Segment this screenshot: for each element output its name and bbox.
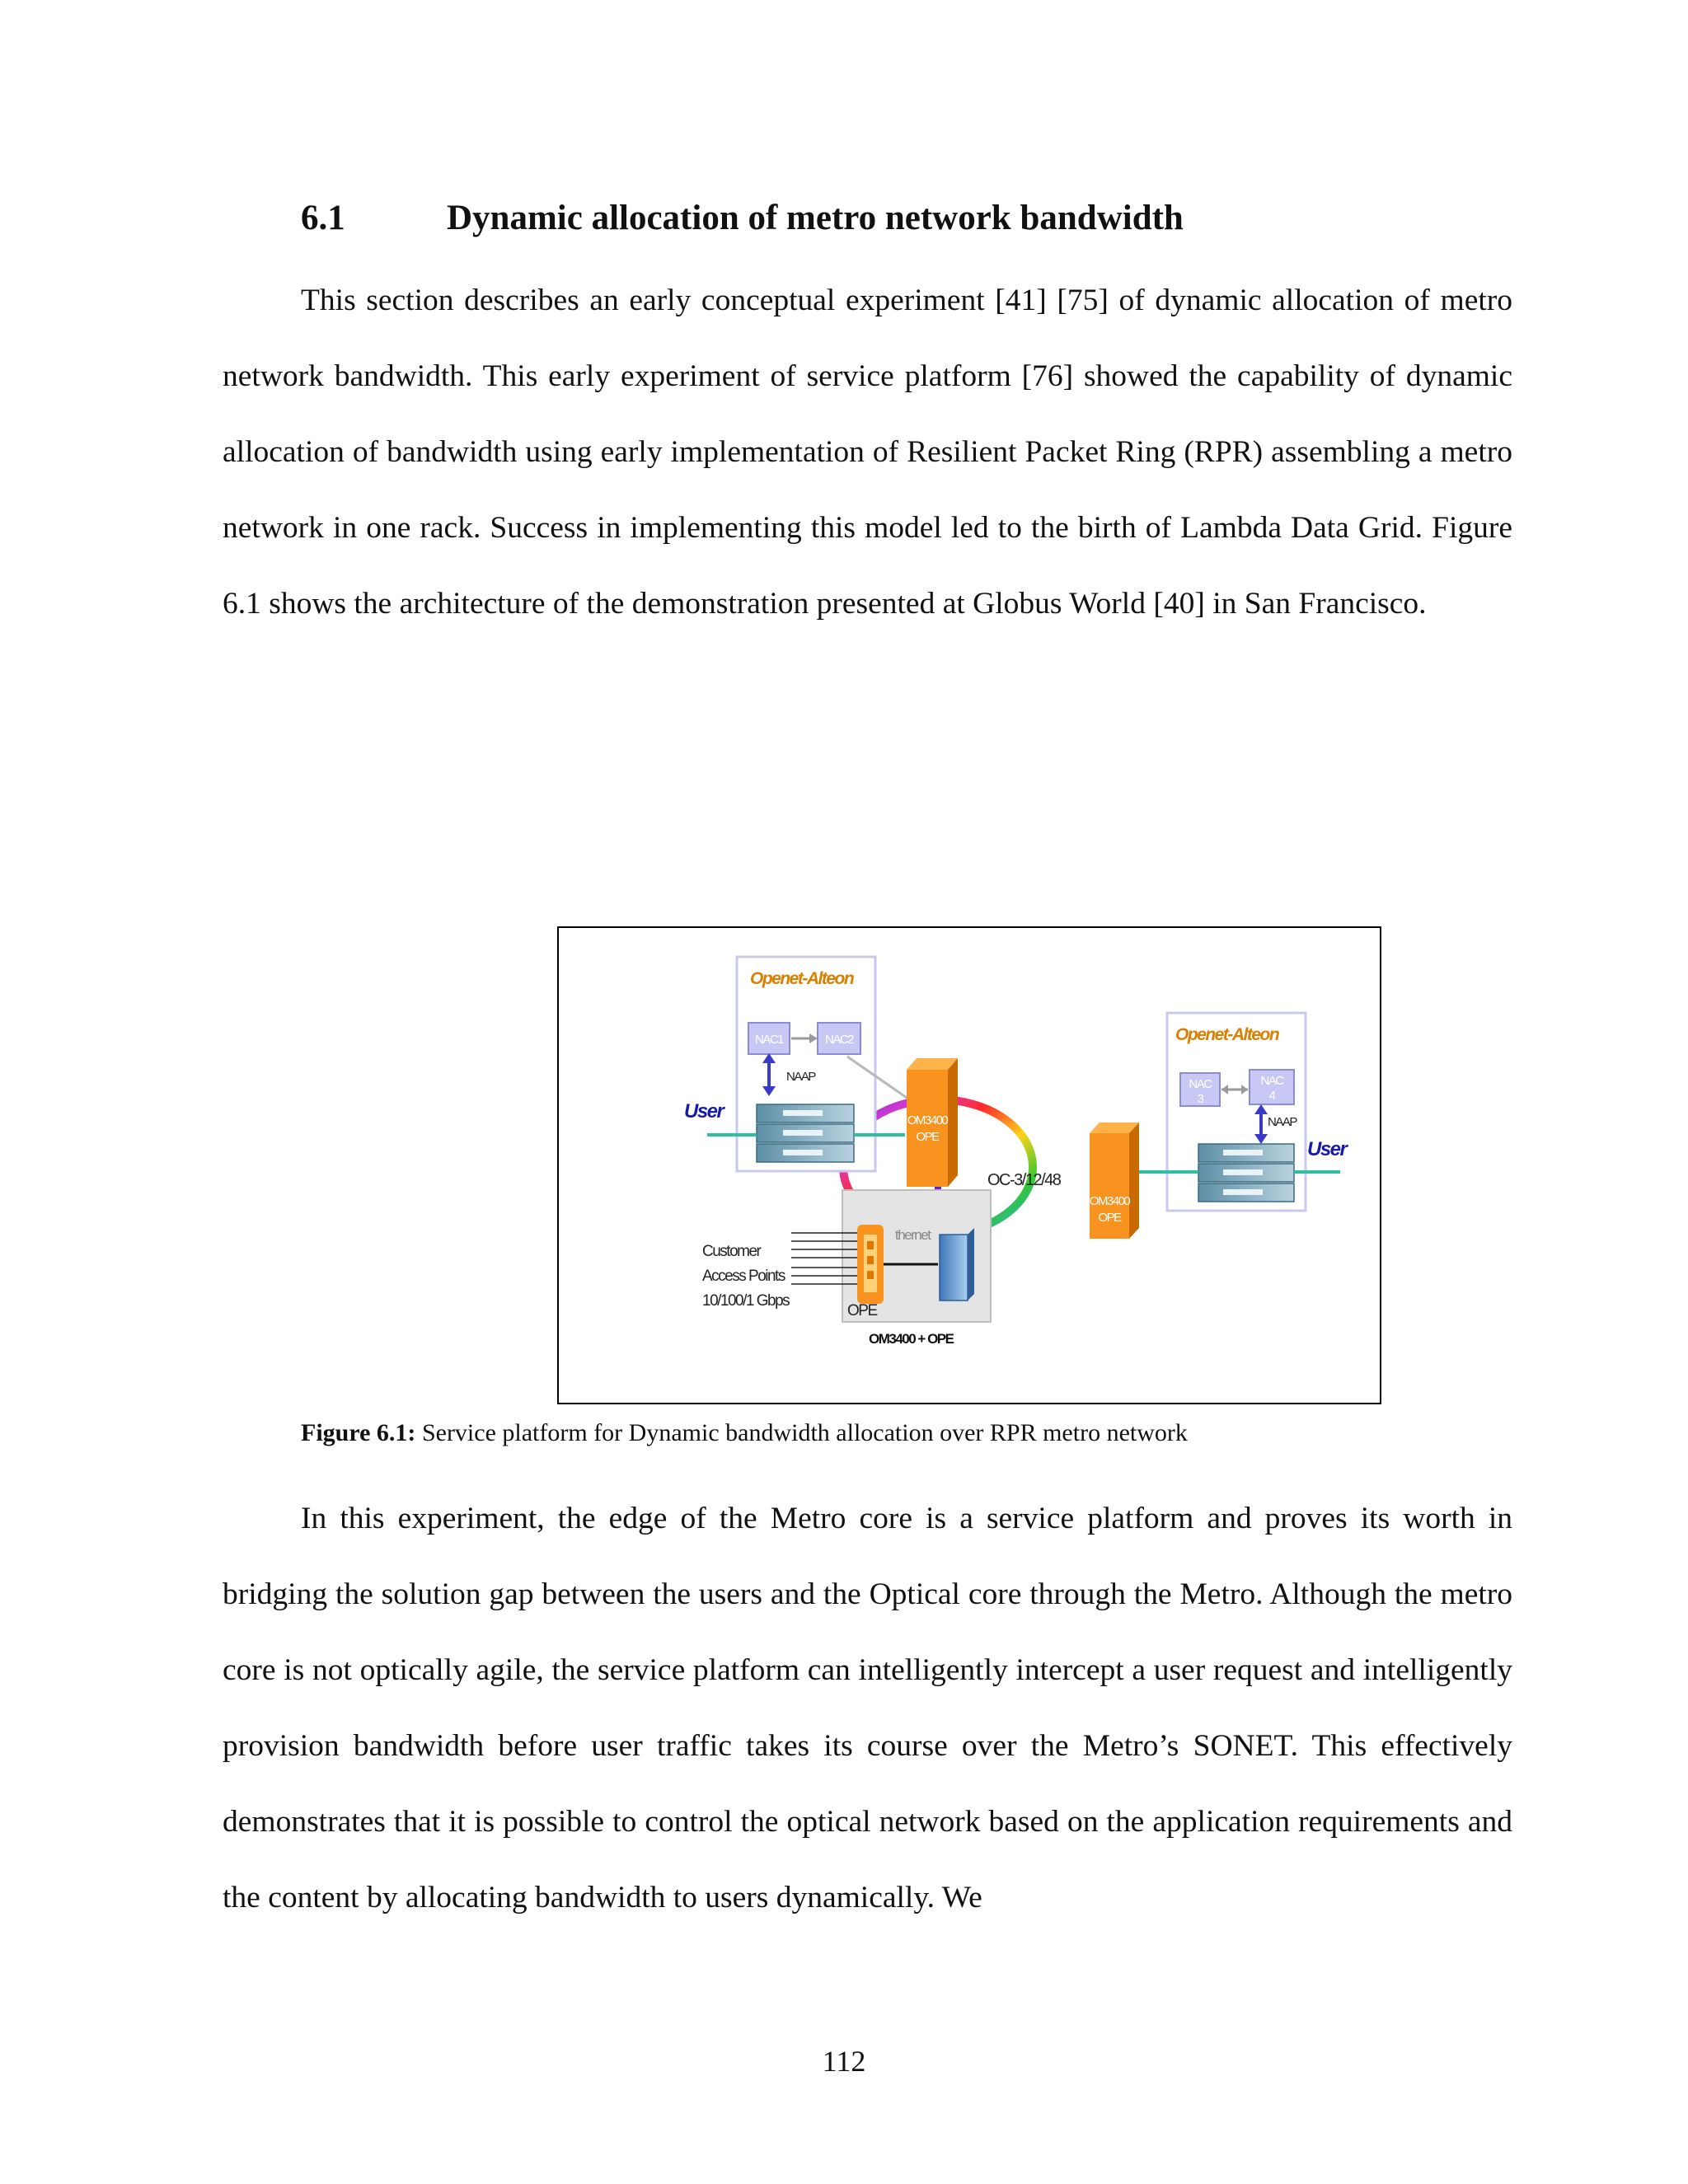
section-number: 6.1 (301, 199, 345, 237)
ope-bottom-label: OPE (847, 1302, 877, 1319)
ope-device (857, 1225, 884, 1304)
left-ope-line1: OM3400 (907, 1113, 948, 1127)
figure-6-1 (557, 926, 1381, 1404)
naap-right-label: NAAP (1268, 1115, 1296, 1129)
bottom-caption: OM3400 + OPE (869, 1331, 954, 1347)
section-title: Dynamic allocation of metro network bandwidth (447, 199, 1184, 237)
left-ope-cube (907, 1058, 958, 1187)
figure-caption (301, 1419, 1188, 1447)
right-group-title: Openet-Alteon (1175, 1025, 1279, 1044)
left-group-title: Openet-Alteon (750, 969, 854, 988)
figure-caption-text: Service platform for Dynamic bandwidth allocation over RPR metro network (421, 1419, 1188, 1446)
dwdm-device (940, 1228, 974, 1301)
paragraph-intro (223, 263, 1512, 642)
page-number: 112 (822, 2045, 866, 2078)
right-ope-line1: OM3400 (1089, 1194, 1130, 1208)
nac3-line1: NAC (1189, 1077, 1212, 1091)
figure-caption-label: Figure 6.1: (301, 1419, 416, 1446)
paragraph-intro-text: This section describes an early conceptual experiment [41] [75] of dynamic allocation of metro network bandwidth. This early experiment of service platform [76] showed the capability of dynamic allocation of bandwidth using early implementation of Resilient Packet Ring (RPR) assembling a metro network in one rack. Success in implementing this model led to the birth of Lambda Data Grid. Figure 6.1 shows the architecture of the demonstration presented at Globus World [40] in San Francisco. (223, 284, 1512, 621)
section-heading (301, 198, 1184, 238)
nac2-box (818, 1023, 860, 1054)
paragraph-experiment-text: In this experiment, the edge of the Metro core is a service platform and proves its worth in bridging the solution gap between the users and the Optical core through the Metro. Although the metro core is not optically agile, the service platform can intelligently intercept a user request and intelligently provision bandwidth before user traffic takes its course over the Metro’s SONET. This effectively demonstrates that it is possible to control the optical network based on the application requirements and the content by allocating bandwidth to users dynamically. We (223, 1502, 1512, 1915)
ethernet-label: thernet (895, 1227, 931, 1243)
user-right-label: User (1307, 1138, 1347, 1160)
nac1-label: NAC1 (754, 1033, 784, 1047)
right-ope-line2: OPE (1098, 1211, 1121, 1225)
user-left-label: User (684, 1100, 724, 1122)
nac4-line2: 4 (1268, 1089, 1275, 1103)
right-ope-cube (1090, 1122, 1139, 1239)
nac4-line1: NAC (1260, 1074, 1283, 1088)
customer-line1: Customer (702, 1243, 761, 1260)
customer-line3: 10/100/1 Gbps (702, 1292, 790, 1310)
nac3-line2: 3 (1197, 1092, 1203, 1106)
nac4-box (1250, 1070, 1294, 1104)
paragraph-experiment (223, 1481, 1512, 1936)
right-switch-stack (1198, 1144, 1294, 1202)
nac2-label: NAC2 (824, 1033, 854, 1047)
naap-left-label: NAAP (786, 1070, 815, 1084)
customer-line2: Access Points (702, 1268, 785, 1285)
network-diagram (559, 928, 1383, 1406)
nac1-box (748, 1023, 790, 1054)
left-switch-stack (757, 1104, 854, 1162)
ring-label: OC-3/12/48 (987, 1171, 1061, 1189)
left-ope-line2: OPE (916, 1130, 939, 1144)
nac3-box (1180, 1073, 1220, 1106)
